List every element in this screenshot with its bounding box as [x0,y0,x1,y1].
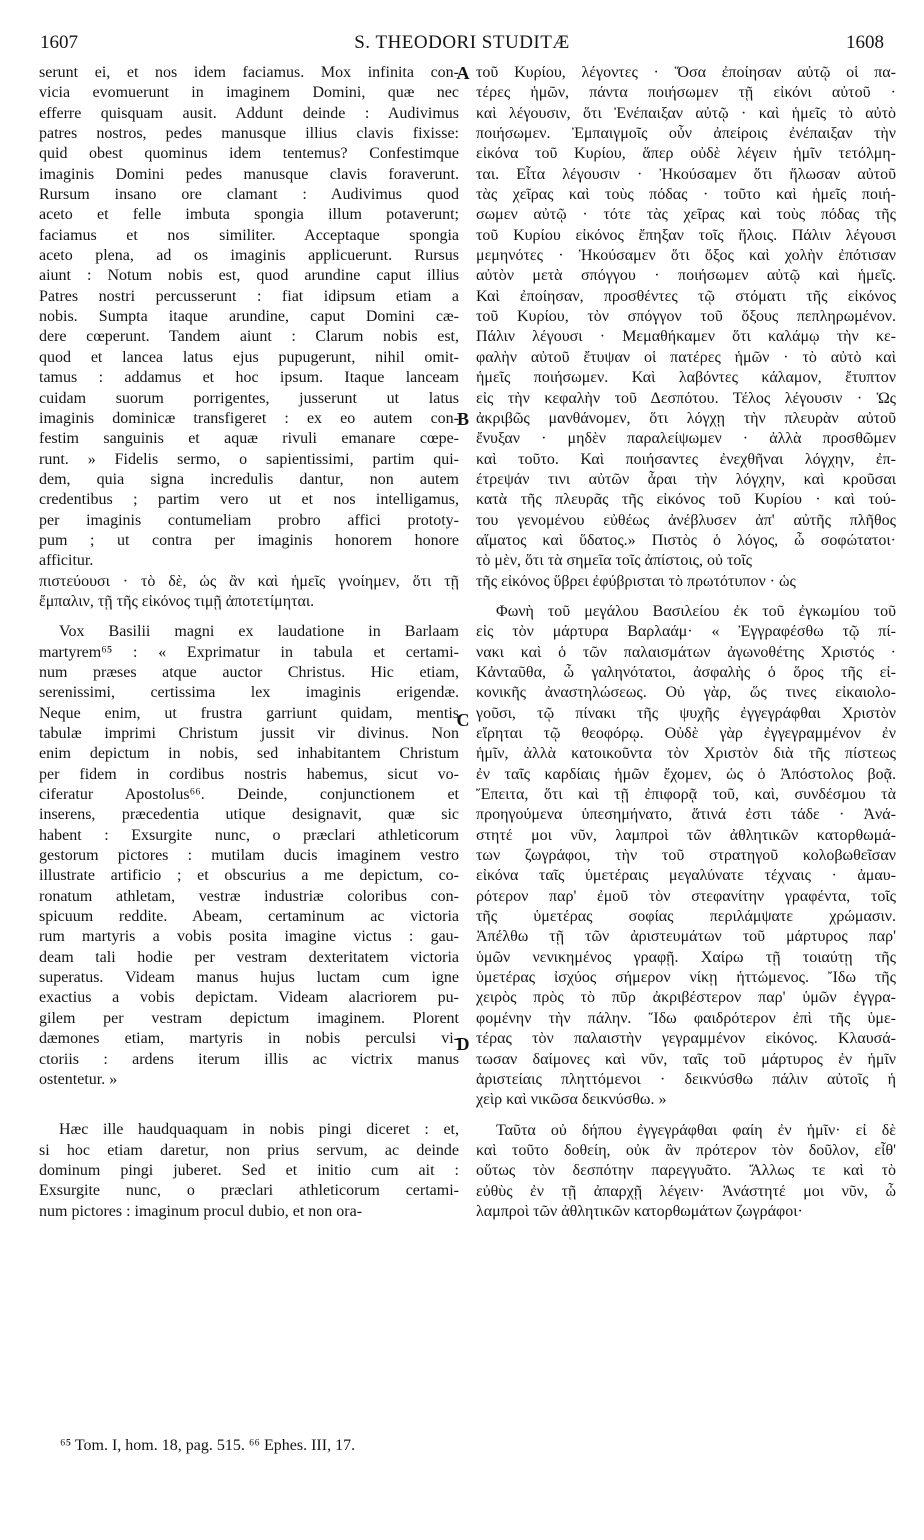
text-line: Ἔπειτα, ὅτι καὶ τῇ ἐπιφορᾷ τοῦ, καὶ, συνδέσμου τὰ [476,786,896,804]
text-line: tamus : addamus et hoc ipsum. Itaque lanceam [39,369,459,387]
text-line: ostentetur. » [39,1070,118,1088]
text-line: aceto et felle imbuta spongia illum potaverunt; [39,206,459,224]
text-line: si hoc etiam daretur, non prius servum, ac deinde [39,1141,459,1159]
greek-fullwidth-line [39,572,459,613]
text-line: καὶ τοῦτο. Καὶ ποιήσαντες ἐνεχθῆναι λόγχην, ἐπ- [476,450,896,468]
text-line: αὐτὸν μετὰ σπόγγου · ποιήσωμεν αὐτῷ καὶ ἡμεῖς. [476,267,896,285]
text-line: patres nostros, pedes manusque illius clavis fixisse: [39,125,459,143]
text-line: τῆς ὑμετέρας σοφίας περιλάμψατε χρώμασιν. [476,908,896,926]
text-line: enim depictum in nobis, sed inhabitantem Christum [39,745,459,763]
text-line: εἰς τὸν μάρτυρα Βαρλαάμ· « Ἐγγραφέσθω τῷ πί- [476,623,896,641]
text-line: φομένην τὴν πάλην. Ἴδω φαιδρότερον ἐπὶ τῆς ὑμε- [476,1009,896,1027]
text-line: των ζωγράφοι, τὴν τοῦ στρατηγοῦ κολοβωθεῖσαν [476,847,896,865]
latin-paragraph-1 [39,63,459,572]
text-line: imaginis dominicæ transfigeret : ex eo autem con- [39,409,459,427]
text-line: martyrem⁶⁵ : « Exprimatur in tabula et certami- [39,643,459,661]
text-line: έτρεψάν τινι αὐτῶν ἆραι τὴν λόγχην, καὶ κροῦσαι [476,470,896,488]
text-line: efferre quisquam ausit. Addunt deinde : Audivimus [39,104,459,122]
text-line: αἵματος καὶ ὕδατος.» Πιστὸς ὁ λόγος, ὦ σοφώτατοι· [476,531,896,549]
text-line: ἀκριβῶς μανθάνομεν, ὅτι λόγχῃ τὴν πλευρὰν αὐτοῦ [476,409,896,427]
text-line: illustrate artificio ; et obscurius a me depictum, co- [39,867,459,885]
text-line: credentibus ; partim vero ut et nos intelligamus, [39,491,459,509]
text-line: imaginis Domini pedes manusque clavis foraverunt. [39,165,459,183]
text-line: ἐν ταῖς καρδίαις ἡμῶν ἔχομεν, ὡς ὁ Ἀπόστολος βοᾷ. [476,765,896,783]
text-line: quid obest quominus idem tentemus? Confestimque [39,145,459,163]
text-line: τῆς εἰκόνος ὕβρει ἐφύβρισται τὸ πρωτότυπον · ὡς [476,572,796,590]
text-line: τοῦ Κυρίου εἰκόνος ἔπηξαν τοῖς ἥλοις. Πάλιν λέγουσι [476,226,896,244]
text-line: faciamus et nos similiter. Acceptaque spongia [39,226,459,244]
text-line: τωσαν δαίμονες καὶ νῦν, ταῖς τοῦ μάρτυρος ἐν ἡμῖν [476,1050,896,1068]
text-line: dæmones etiam, martyris in nobis perculsi vi- [39,1030,459,1048]
text-line: gestorum pictores : mutilam ducis imaginem vestro [39,847,459,865]
text-line: ποιήσωμεν. Ἐμπαιγμοῖς οὖν ἀπείροις ἐνέπαιξαν τὴν [476,125,896,143]
text-line: nobis. Sumpta itaque arundine, caput Domini cæ- [39,308,459,326]
text-line: deam tali hodie per vestram dexteritatem victoria [39,948,459,966]
text-line: Ἀπέλθω τῇ τῶν ἀριστευμάτων τοῦ μάρτυρος παρ' [476,928,896,946]
text-line: Exsurgite nunc, o præclari athleticorum certami- [39,1182,459,1200]
text-line: ἡμεῖς ποιήσωμεν. Καὶ λαβόντες κάλαμον, ἔτυπτον [476,369,896,387]
text-line: dominum pingi juberet. Sed et initio cum ait : [39,1161,459,1179]
text-line: superatus. Videam manus hujus luctam cum igne [39,969,459,987]
text-line: στητέ μοι νῦν, λαμπροὶ τῶν ἀθλητικῶν κατορθωμά- [476,826,896,844]
text-line: per imaginis contumeliam probro affici prototy- [39,511,459,529]
text-line: ὑμετέρας ἰσχύος σήμερον νίκῃ ἡττώμενος. Ἴδω τῆς [476,969,896,987]
text-line: gilem per vestram depictum imaginem. Plorent [39,1009,459,1027]
text-line: ctoriis : ardens iterum illis ac victrix manus [39,1050,459,1068]
text-line: aceto plena, ad os imaginis applicuerunt. Rursus [39,247,459,265]
text-line: καὶ τοῦτο δοθείη, οὐκ ἂν πρότερον τὸν δοῦλον, εἶθ' [476,1141,896,1159]
text-line: exactius a vobis depictam. Videam alacriorem pu- [39,989,459,1007]
margin-marker-a: A [456,63,470,83]
text-line: εὐθὺς ἐν τῇ ἀπαρχῇ λέγειν· Ἀνάστητέ μοι νῦν, ὦ [476,1182,896,1200]
margin-marker-c: C [456,710,470,730]
text-line: ὑμῶν νενικημένος γραφῇ. Χαίρω τῇ τοιαύτῃ τῆς [476,948,896,966]
greek-column [476,63,896,1222]
text-line: γοῦσι, τῷ πίνακι τῆς ψυχῆς ἐγγεγράφθαι Χριστὸν [476,704,896,722]
text-line: εἰς τὴν κεφαλὴν τοῦ Δεσπότου. Τέλος λέγουσιν · Ὡς [476,389,896,407]
text-line: Πάλιν λέγουσι · Μεμαθήκαμεν ὅτι καλάμῳ τὴν κε- [476,328,896,346]
text-line: Vox Basilii magni ex laudatione in Barlaam [59,623,459,641]
text-line: τέρας τὸν παλαιστὴν γεγραμμένον εἰκόνος. Κλαυσά- [476,1030,896,1048]
text-line: κατὰ τῆς πλευρᾶς τῆς εἰκόνος τοῦ Κυρίου · καὶ τού- [476,491,896,509]
text-line: Patres nostri percusserunt : fiat idipsum etiam a [39,287,459,305]
text-line: serenissimi, certissima lex imaginis erigendæ. [39,684,459,702]
text-line: Καὶ ἐποίησαν, προσθέντες τῷ στόματι τῆς εἰκόνος [476,287,896,305]
text-line: μεμηνότες · Ἠκούσαμεν ὅτι ὄξος καὶ χολὴν ἐπότισαν [476,247,896,265]
text-line: aiunt : Notum nobis est, quod arundine caput illius [39,267,459,285]
greek-paragraph-2 [476,602,896,1111]
text-line: runt. » Fidelis sermo, o sapientissimi, partim qui- [39,450,459,468]
text-line: vicia evomuerunt in imaginem Domini, quæ nec [39,84,459,102]
text-line: ciferatur Apostolus⁶⁶. Deinde, conjunctionem et [39,786,459,804]
text-line: τοῦ Κυρίου, λέγοντες · Ὅσα ἐποίησαν αὐτῷ οἱ πα- [476,64,896,81]
text-line: inserens, præcedentia utique designavit, quæ sic [39,806,459,824]
text-line: ρότερον παρ' ἐμοῦ τὸν στεφανίτην γραφέντα, τοῖς [476,887,896,905]
text-line: εἰκόνα τοῦ Κυρίου, ἅπερ οὐδὲ λέγειν ἡμῖν τετόλμη- [476,145,896,163]
text-line: χειρὸς πρὸς τὸ πῦρ ἀκριβέστερον παρ' ὑμῶν ἐγγρα- [476,989,896,1007]
text-line: habent : Exsurgite nunc, o præclari athleticorum [39,826,459,844]
text-line: ἔμπαλιν, τῇ τῆς εἰκόνος τιμῇ ἀποτετίμηται. [39,592,315,610]
text-line: spicuum reddite. Abeam, certaminum ac victoria [39,908,459,926]
text-line: rum martyris a vobis posita imagine victus : gau- [39,928,459,946]
footnote: ⁶⁵ Tom. I, hom. 18, pag. 515. ⁶⁶ Ephes. III, 17. [60,1437,356,1454]
text-line: ἔνυξαν · μηδὲν παραλείψωμεν · ἀλλὰ προσθῶμεν [476,430,896,448]
left-page-number: 1607 [40,32,78,53]
text-line: Neque enim, ut frustra garriunt quidam, mentis [39,704,459,722]
right-page-number: 1608 [846,32,884,53]
text-line: ἀριστείαις πληττόμενοι · δεικνύσθω πάλιν αὐτοῖς ἡ [476,1070,896,1088]
text-line: num pictores : imaginum procul dubio, et non ora- [39,1202,363,1220]
text-line: λαμπροὶ τῶν ἀθλητικῶν κατορθωμάτων ζωγράφοι· [476,1202,803,1220]
text-line: οὕτως τὸν δεσπότην παρεγγυᾶτο. Ἄλλως τε καὶ τὸ [476,1162,896,1180]
text-line: τὸ μὲν, ὅτι τὰ σημεῖα τοῖς ἀπίστοις, οὐ τοῖς [476,552,753,570]
text-line: χεὶρ καὶ νικῶσα δεικνύσθω. » [476,1091,667,1109]
greek-paragraph-3 [476,1121,896,1223]
text-line: Φωνὴ τοῦ μεγάλου Βασιλείου ἐκ τοῦ ἐγκωμίου τοῦ [496,602,896,620]
page-header [28,32,896,56]
text-line: cuidam suorum porrigentes, jusserunt ut latus [39,389,459,407]
text-line: φαλὴν αὐτοῦ ἔτυψαν οἱ πατέρες ἡμῶν · τὸ αὐτὸ καὶ [476,348,896,366]
text-line: κονικῆς ἀναστηλώσεως. Οὐ γὰρ, ὥς τινες εἰκαιολο- [476,684,896,702]
greek-fullwidth-line-right [476,572,896,592]
text-line: εἴρηται τῷ θεοφόρῳ. Οὐδὲ γὰρ ἐγγεγραμμένον ἐν [476,725,896,742]
text-line: ronatum athletam, vestræ industriæ coloribus con- [39,887,459,905]
margin-marker-d: D [456,1034,470,1054]
text-line: του γενομένου εὐθέως ἀνέβλυσεν ἀπ' αὐτῆς πλῆθος [476,511,896,529]
latin-column [39,63,459,1222]
text-line: afficitur. [39,552,94,570]
text-line: ἡμῖν, ἀλλὰ κατοικοῦντα τὸν Χριστὸν διὰ τῆς πίστεως [476,745,896,763]
text-line: Hæc ille haudquaquam in nobis pingi diceret : et, [59,1121,459,1139]
text-line: σωμεν αὐτῷ · τότε τὰς χεῖρας καὶ τοὺς πόδας τῆς [476,206,896,224]
text-line: pum ; ut contra per imaginis honorem honore [39,531,459,549]
text-line: per fidem in cordibus nostris habemus, sicut vo- [39,765,459,783]
text-line: τοῦ Κυρίου, τὸν σπόγγον τοῦ ὄξους πεπληρωμένον. [476,308,896,326]
greek-paragraph-1 [476,63,896,572]
latin-paragraph-3 [39,1120,459,1222]
running-title: S. THEODORI STUDITÆ [354,32,570,53]
text-line: καὶ λέγουσιν, ὅτι Ἐνέπαιξαν αὐτῷ · καὶ ἡμεῖς τὸ αὐτὸ [476,104,896,122]
text-line: tabulæ imprimi Christum jussit vir divinus. Non [39,725,459,742]
text-line: εἰκόνα ταῖς ὑμετέραις μεγαλύνατε τέχναις · ἀμαυ- [476,867,896,885]
text-line: πιστεύουσι · τὸ δὲ, ὡς ἂν καὶ ἡμεῖς γνοίημεν, ὅτι τῇ [39,572,459,590]
text-line: serunt ei, et nos idem faciamus. Mox infinita con- [39,64,459,81]
margin-marker-b: B [456,409,469,429]
latin-paragraph-2 [39,622,459,1090]
text-line: Ταῦτα οὐ δήπου ἐγγεγράφθαι φαίη ἐν ἡμῖν· εἰ δὲ [496,1121,896,1139]
text-line: προηγούμενα ὑπεσημήνατο, ἅτινά ἐστι τάδε · Ἀνά- [476,806,896,824]
text-line: festim sanguinis et aquæ rivuli emanare cœpe- [39,430,459,448]
text-line: τέρες ἡμῶν, πάντα ποιήσωμεν τῇ εἰκόνι αὐτοῦ · [476,84,896,102]
text-line: dere cœperunt. Tandem aiunt : Clarum nobis est, [39,328,459,346]
text-line: num præses atque auctor Christus. Hic etiam, [39,663,459,681]
text-line: ται. Εἶτα λέγουσιν · Ἠκούσαμεν ὅτι ἥλωσαν αὐτοῦ [476,165,896,183]
text-line: Κἀνταῦθα, ὦ γαληνότατοι, ἀσφαλὴς ὁ ὅρος τῆς εἰ- [476,663,896,681]
text-line: quod et lancea latus ejus pupugerunt, nihil omit- [39,348,459,366]
text-line: dem, quia signa incredulis dantur, non autem [39,470,459,488]
text-line: Rursum insano ore clamant : Audivimus quod [39,186,459,204]
text-line: νακι καὶ ὁ τῶν παλαισμάτων ἀγωνοθέτης Χριστός · [476,643,896,661]
text-line: τὰς χεῖρας καὶ τοὺς πόδας · τοῦτο καὶ ἡμεῖς ποιή- [476,186,896,204]
